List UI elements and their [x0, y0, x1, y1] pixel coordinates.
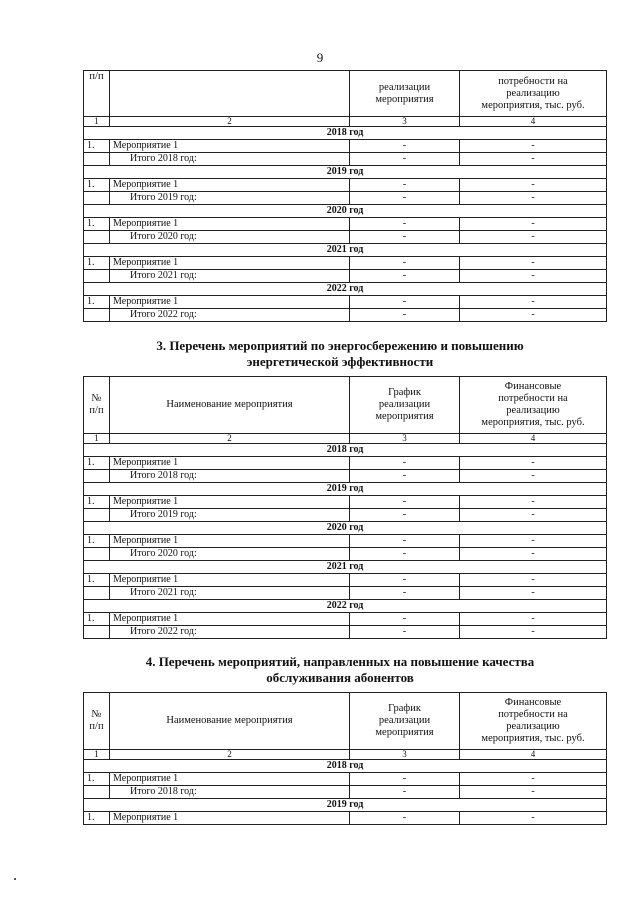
finance-total: - [460, 786, 607, 799]
finance-total: - [460, 231, 607, 244]
header-schedule: График реализации мероприятия [350, 377, 460, 434]
schedule-value: - [350, 812, 460, 825]
column-number: 4 [460, 750, 607, 760]
schedule-value: - [350, 535, 460, 548]
row-number [84, 231, 110, 244]
scan-speck [14, 878, 16, 880]
table-section-3 [83, 376, 607, 639]
event-name: Мероприятие 1 [110, 257, 350, 270]
column-number: 2 [110, 434, 350, 444]
finance-total: - [460, 626, 607, 639]
row-number: 1. [84, 812, 110, 825]
event-name: Мероприятие 1 [110, 613, 350, 626]
year-label: 2021 год [84, 561, 607, 574]
total-row [84, 548, 607, 561]
year-row [84, 444, 607, 457]
total-label: Итого 2021 год: [110, 587, 350, 600]
table-row [84, 613, 607, 626]
finance-value: - [460, 218, 607, 231]
finance-total: - [460, 153, 607, 166]
finance-value: - [460, 773, 607, 786]
finance-value: - [460, 296, 607, 309]
total-row [84, 231, 607, 244]
total-label: Итого 2019 год: [110, 192, 350, 205]
total-label: Итого 2019 год: [110, 509, 350, 522]
year-label: 2021 год [84, 244, 607, 257]
column-number: 4 [460, 117, 607, 127]
page-number: 9 [316, 50, 324, 65]
header-num: № п/п [84, 377, 110, 434]
header-finance: Финансовые потребности на реализацию мероприятия, тыс. руб. [460, 693, 607, 750]
column-number: 2 [110, 750, 350, 760]
year-row [84, 166, 607, 179]
table-row [84, 257, 607, 270]
year-label: 2022 год [84, 600, 607, 613]
finance-value: - [460, 812, 607, 825]
total-row [84, 309, 607, 322]
table-header-row [84, 693, 607, 750]
year-label: 2019 год [84, 166, 607, 179]
year-label: 2020 год [84, 522, 607, 535]
event-name: Мероприятие 1 [110, 812, 350, 825]
total-row [84, 153, 607, 166]
column-number: 1 [84, 434, 110, 444]
table-row [84, 812, 607, 825]
column-number: 3 [350, 750, 460, 760]
schedule-total: - [350, 548, 460, 561]
column-numbers-row [84, 750, 607, 760]
total-label: Итого 2018 год: [110, 786, 350, 799]
finance-total: - [460, 309, 607, 322]
table-row [84, 773, 607, 786]
schedule-total: - [350, 192, 460, 205]
row-number: 1. [84, 257, 110, 270]
total-label: Итого 2022 год: [110, 626, 350, 639]
row-number: 1. [84, 140, 110, 153]
year-row [84, 483, 607, 496]
column-number: 1 [84, 117, 110, 127]
schedule-total: - [350, 309, 460, 322]
finance-total: - [460, 587, 607, 600]
header-num: № п/п [84, 693, 110, 750]
section-4-title: 4. Перечень мероприятий, направленных на повышение качества обслуживания абонентов [145, 654, 535, 685]
finance-value: - [460, 257, 607, 270]
finance-value: - [460, 574, 607, 587]
table-continuation [83, 70, 607, 322]
header-schedule: реализации мероприятия [350, 71, 460, 117]
column-number: 2 [110, 117, 350, 127]
row-number [84, 153, 110, 166]
total-row [84, 470, 607, 483]
header-schedule: График реализации мероприятия [350, 693, 460, 750]
row-number [84, 587, 110, 600]
schedule-total: - [350, 270, 460, 283]
year-label: 2018 год [84, 760, 607, 773]
schedule-total: - [350, 626, 460, 639]
row-number: 1. [84, 574, 110, 587]
row-number: 1. [84, 773, 110, 786]
row-number [84, 309, 110, 322]
table-row [84, 140, 607, 153]
row-number [84, 548, 110, 561]
event-name: Мероприятие 1 [110, 457, 350, 470]
total-label: Итого 2018 год: [110, 470, 350, 483]
event-name: Мероприятие 1 [110, 535, 350, 548]
finance-value: - [460, 179, 607, 192]
year-row [84, 522, 607, 535]
schedule-total: - [350, 587, 460, 600]
schedule-total: - [350, 231, 460, 244]
row-number: 1. [84, 496, 110, 509]
finance-total: - [460, 270, 607, 283]
schedule-value: - [350, 773, 460, 786]
row-number [84, 470, 110, 483]
total-row [84, 192, 607, 205]
header-name: Наименование мероприятия [110, 693, 350, 750]
header-finance: Финансовые потребности на реализацию мероприятия, тыс. руб. [460, 377, 607, 434]
table-row [84, 179, 607, 192]
table-row [84, 496, 607, 509]
row-number [84, 786, 110, 799]
schedule-total: - [350, 509, 460, 522]
row-number: 1. [84, 218, 110, 231]
total-row [84, 587, 607, 600]
year-row [84, 127, 607, 140]
event-name: Мероприятие 1 [110, 574, 350, 587]
schedule-value: - [350, 457, 460, 470]
column-number: 4 [460, 434, 607, 444]
schedule-value: - [350, 613, 460, 626]
total-label: Итого 2022 год: [110, 309, 350, 322]
year-row [84, 283, 607, 296]
year-row [84, 799, 607, 812]
section-3-title: 3. Перечень мероприятий по энергосбережению и повышению энергетической эффективности [156, 338, 524, 369]
schedule-value: - [350, 218, 460, 231]
column-numbers-row [84, 117, 607, 127]
event-name: Мероприятие 1 [110, 140, 350, 153]
row-number [84, 509, 110, 522]
finance-value: - [460, 535, 607, 548]
year-row [84, 244, 607, 257]
finance-value: - [460, 140, 607, 153]
schedule-value: - [350, 496, 460, 509]
year-row [84, 760, 607, 773]
total-label: Итого 2018 год: [110, 153, 350, 166]
row-number: 1. [84, 179, 110, 192]
table-header-row [84, 377, 607, 434]
table-row [84, 457, 607, 470]
schedule-value: - [350, 257, 460, 270]
total-label: Итого 2021 год: [110, 270, 350, 283]
row-number [84, 626, 110, 639]
column-number: 3 [350, 434, 460, 444]
schedule-value: - [350, 179, 460, 192]
finance-total: - [460, 192, 607, 205]
column-numbers-row [84, 434, 607, 444]
column-number: 1 [84, 750, 110, 760]
schedule-total: - [350, 786, 460, 799]
column-number: 3 [350, 117, 460, 127]
finance-value: - [460, 496, 607, 509]
table-row [84, 218, 607, 231]
table-section-4 [83, 692, 607, 825]
schedule-value: - [350, 140, 460, 153]
total-row [84, 626, 607, 639]
total-label: Итого 2020 год: [110, 231, 350, 244]
year-row [84, 600, 607, 613]
schedule-value: - [350, 296, 460, 309]
year-row [84, 561, 607, 574]
row-number: 1. [84, 457, 110, 470]
table-header-row [84, 71, 607, 117]
table-row [84, 535, 607, 548]
finance-total: - [460, 548, 607, 561]
year-label: 2018 год [84, 127, 607, 140]
year-label: 2018 год [84, 444, 607, 457]
schedule-total: - [350, 153, 460, 166]
table-row [84, 574, 607, 587]
year-label: 2019 год [84, 483, 607, 496]
event-name: Мероприятие 1 [110, 296, 350, 309]
header-finance: потребности на реализацию мероприятия, тыс. руб. [460, 71, 607, 117]
header-name: Наименование мероприятия [110, 377, 350, 434]
header-num: п/п [84, 71, 110, 117]
year-row [84, 205, 607, 218]
total-row [84, 786, 607, 799]
row-number: 1. [84, 296, 110, 309]
total-row [84, 509, 607, 522]
event-name: Мероприятие 1 [110, 179, 350, 192]
row-number: 1. [84, 613, 110, 626]
schedule-total: - [350, 470, 460, 483]
finance-total: - [460, 470, 607, 483]
header-name [110, 71, 350, 117]
finance-total: - [460, 509, 607, 522]
event-name: Мероприятие 1 [110, 496, 350, 509]
total-row [84, 270, 607, 283]
total-label: Итого 2020 год: [110, 548, 350, 561]
finance-value: - [460, 613, 607, 626]
table-row [84, 296, 607, 309]
event-name: Мероприятие 1 [110, 218, 350, 231]
row-number: 1. [84, 535, 110, 548]
schedule-value: - [350, 574, 460, 587]
finance-value: - [460, 457, 607, 470]
year-label: 2022 год [84, 283, 607, 296]
row-number [84, 192, 110, 205]
row-number [84, 270, 110, 283]
year-label: 2020 год [84, 205, 607, 218]
year-label: 2019 год [84, 799, 607, 812]
event-name: Мероприятие 1 [110, 773, 350, 786]
